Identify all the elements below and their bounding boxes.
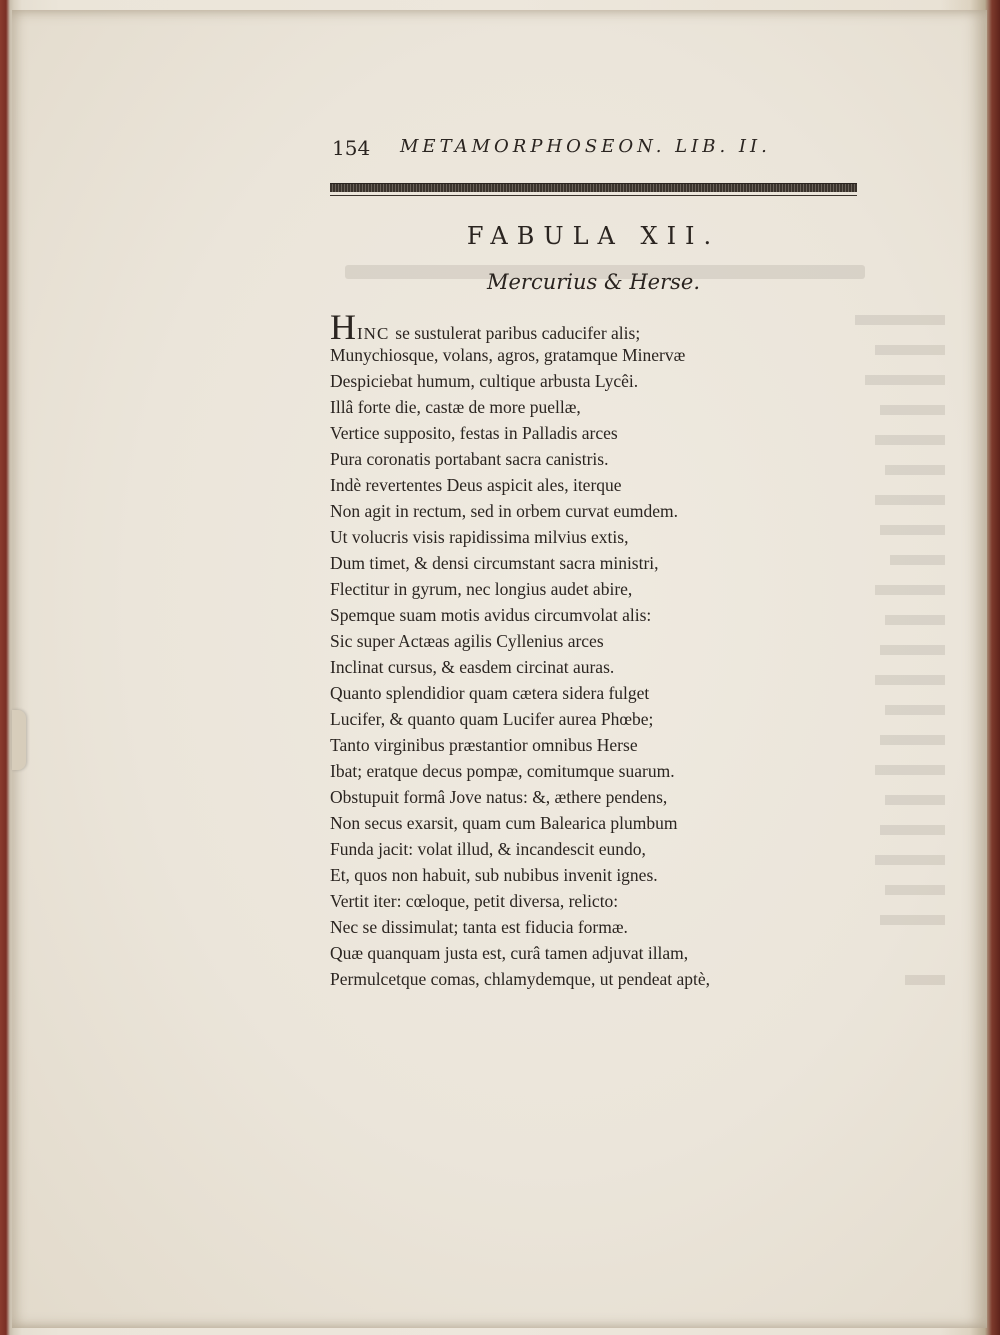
verse-line-1 bbox=[330, 307, 870, 347]
verse-line-6: Pura coronatis portabant sacra canistris. bbox=[330, 449, 609, 469]
running-title: METAMORPHOSEON. LIB. II. bbox=[400, 136, 771, 157]
running-head bbox=[332, 136, 862, 168]
verse-line-22: Et, quos non habuit, sub nubibus invenit ignes. bbox=[330, 865, 658, 885]
verse-line-12: Spemque suam motis avidus circumvolat alis: bbox=[330, 605, 652, 625]
verse-line-3: Despiciebat humum, cultique arbusta Lycêi. bbox=[330, 371, 639, 391]
verse-line-4: Illâ forte die, castæ de more puellæ, bbox=[330, 397, 581, 417]
verse-line-9: Ut volucris visis rapidissima milvius extis, bbox=[330, 527, 629, 547]
header-thin-rule bbox=[330, 195, 857, 196]
verse-line-14: Inclinat cursus, & easdem circinat auras. bbox=[330, 657, 615, 677]
verse-line-21: Funda jacit: volat illud, & incandescit eundo, bbox=[330, 839, 646, 859]
verse-line-19: Obstupuit formâ Jove natus: &, æthere pendens, bbox=[330, 787, 668, 807]
verse-line-13: Sic super Actæas agilis Cyllenius arces bbox=[330, 631, 604, 651]
fable-title: FABULA XII. bbox=[466, 222, 721, 250]
verse-line-17: Tanto virginibus præstantior omnibus Herse bbox=[330, 735, 638, 755]
fable-subtitle: Mercurius & Herse. bbox=[486, 270, 700, 294]
small-caps-word: INC bbox=[357, 324, 390, 343]
verse-line-23: Vertit iter: cœloque, petit diversa, relicto: bbox=[330, 891, 619, 911]
page-edge-tab bbox=[12, 710, 26, 770]
page-number: 154 bbox=[332, 136, 371, 160]
verse-line-8: Non agit in rectum, sed in orbem curvat eumdem. bbox=[330, 501, 678, 521]
verse-line-18: Ibat; eratque decus pompæ, comitumque suarum. bbox=[330, 761, 675, 781]
verse-line-25: Quæ quanquam justa est, curâ tamen adjuvat illam, bbox=[330, 943, 689, 963]
verse-line-16: Lucifer, & quanto quam Lucifer aurea Phœbe; bbox=[330, 709, 654, 729]
verse-line-20: Non secus exarsit, quam cum Balearica plumbum bbox=[330, 813, 678, 833]
header-ornament-rule bbox=[330, 183, 857, 192]
verse-line-11: Flectitur in gyrum, nec longius audet abire, bbox=[330, 579, 633, 599]
verse-line-10: Dum timet, & densi circumstant sacra ministri, bbox=[330, 553, 659, 573]
verse-line-15: Quanto splendidior quam cætera sidera fulget bbox=[330, 683, 650, 703]
verse-text: se sustulerat paribus caducifer alis; bbox=[395, 323, 641, 343]
verse-line-7: Indè revertentes Deus aspicit ales, iterque bbox=[330, 475, 622, 495]
verse-line-5: Vertice supposito, festas in Palladis arces bbox=[330, 423, 618, 443]
verse-line-26: Permulcetque comas, chlamydemque, ut pendeat aptè, bbox=[330, 969, 711, 989]
verse-line-2: Munychiosque, volans, agros, gratamque Minervæ bbox=[330, 345, 686, 365]
verse-line-24: Nec se dissimulat; tanta est fiducia formæ. bbox=[330, 917, 628, 937]
poem-verses bbox=[330, 307, 870, 992]
drop-capital: H bbox=[330, 307, 357, 347]
